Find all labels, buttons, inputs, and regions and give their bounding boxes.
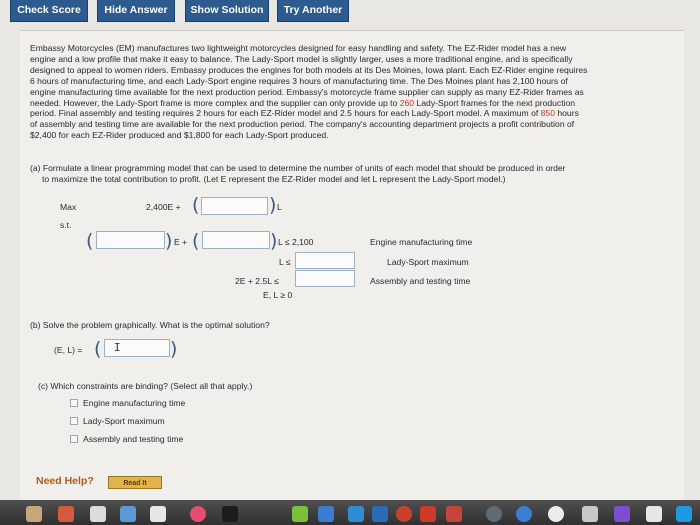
open-paren: ( — [86, 230, 94, 252]
close-paren: ) — [165, 230, 173, 252]
ladysport-rhs-input[interactable] — [295, 252, 355, 269]
problem-text: hours — [554, 108, 579, 119]
question-line: to maximize the total contribution to profit. (Let E represent the EZ-Rider model and let L represent the Lady-Sport model.) — [42, 173, 506, 184]
app-icon[interactable] — [150, 506, 166, 522]
problem-line: $2,400 for each EZ-Rider produced and $1,800 for each Lady-Sport produced. — [30, 130, 329, 141]
problem-text: Lady-Sport frames for the next production — [414, 97, 576, 108]
assembly-rhs-input[interactable] — [295, 270, 355, 287]
notes-icon[interactable] — [90, 506, 106, 522]
app-icon[interactable] — [614, 506, 630, 522]
ladysport-binding-option-label: Lady-Sport maximum — [83, 416, 165, 426]
e-plus-label: E + — [174, 237, 188, 247]
close-paren: ) — [269, 194, 277, 216]
engine-binding-option-label: Engine manufacturing time — [83, 398, 186, 408]
notification-badge-icon[interactable] — [396, 506, 412, 522]
chart-app-icon[interactable] — [292, 506, 308, 522]
ladysport-binding-checkbox[interactable] — [70, 417, 78, 425]
problem-text: period. Final assembly and testing requires 2 hours for each EZ-Rider model and 2.5 hours for each Lady-Sport model. A maximum of — [30, 108, 541, 119]
assembly-constraint-label: Assembly and testing time — [370, 276, 471, 286]
text-cursor-icon: I — [114, 341, 121, 354]
max-label: Max — [60, 202, 77, 212]
close-paren: ) — [270, 230, 278, 252]
problem-line: engine and a low profile that make it easy to balance. The Lady-Sport model is slightly larger, uses a more traditional engine, and is specifically — [30, 53, 573, 64]
optimal-solution-input[interactable] — [104, 339, 170, 357]
try-another-button[interactable]: Try Another — [277, 0, 349, 22]
ladysport-constraint-label: Lady-Sport maximum — [387, 257, 469, 267]
open-paren: ( — [94, 338, 102, 360]
objective-l-coefficient-input[interactable] — [201, 197, 268, 215]
app-icon[interactable] — [446, 506, 462, 522]
macos-dock — [0, 500, 700, 525]
part-b-question: (b) Solve the problem graphically. What is the optimal solution? — [30, 320, 270, 330]
calendar-date-icon[interactable] — [58, 506, 74, 522]
app-icon[interactable] — [548, 506, 564, 522]
safari-icon[interactable] — [516, 506, 532, 522]
variable-l: L — [277, 202, 282, 212]
engine-constraint-label: Engine manufacturing time — [370, 237, 473, 247]
hide-answer-button[interactable]: Hide Answer — [97, 0, 175, 22]
engine-constraint-rhs: L ≤ 2,100 — [278, 237, 314, 247]
word-icon[interactable] — [372, 506, 388, 522]
problem-line — [30, 108, 674, 119]
engine-l-coefficient-input[interactable] — [202, 231, 270, 249]
close-paren: ) — [170, 338, 178, 360]
st-label: s.t. — [60, 220, 72, 230]
frame-limit-value: 260 — [399, 97, 415, 108]
app-icon[interactable] — [676, 506, 692, 522]
app-icon[interactable] — [120, 506, 136, 522]
check-score-button[interactable]: Check Score — [10, 0, 88, 22]
nonnegativity-constraint: E, L ≥ 0 — [263, 290, 293, 300]
read-it-button[interactable]: Read It — [108, 476, 162, 489]
powerpoint-icon[interactable] — [420, 506, 436, 522]
photos-icon[interactable] — [190, 506, 206, 522]
settings-icon[interactable] — [486, 506, 502, 522]
problem-line: of assembly and testing time are available for the next production period. The company's accounting department projects a profit contribution of — [30, 119, 575, 130]
need-help-label: Need Help? — [36, 475, 94, 487]
assembly-constraint-lhs: 2E + 2.5L ≤ — [235, 276, 279, 286]
app-store-icon[interactable] — [348, 506, 364, 522]
engine-binding-checkbox[interactable] — [70, 399, 78, 407]
open-paren: ( — [192, 230, 200, 252]
finder-icon[interactable] — [582, 506, 598, 522]
objective-expression: 2,400E + — [146, 202, 181, 212]
keynote-icon[interactable] — [318, 506, 334, 522]
ladysport-constraint-lhs: L ≤ — [279, 257, 291, 267]
question-line: (a) Formulate a linear programming model that can be used to determine the number of units of each model that should be produced in order — [30, 163, 566, 173]
assembly-hours-value: 850 — [540, 108, 555, 119]
show-solution-button[interactable]: Show Solution — [185, 0, 269, 22]
problem-line: designed to appeal to women riders. Embassy produces the engines for both models at its Des Moines, Iowa plant. Each EZ-Rider engine requires — [30, 64, 588, 75]
el-label: (E, L) = — [54, 345, 83, 355]
app-icon[interactable] — [646, 506, 662, 522]
open-paren: ( — [192, 194, 200, 216]
assembly-binding-option-label: Assembly and testing time — [83, 434, 184, 444]
problem-line: Embassy Motorcycles (EM) manufactures two lightweight motorcycles designed for easy handling and safety. The EZ-Rider model has a new — [30, 43, 567, 53]
problem-statement — [30, 43, 674, 141]
engine-e-coefficient-input[interactable] — [96, 231, 165, 249]
tv-icon[interactable] — [222, 506, 238, 522]
question-panel — [20, 30, 684, 500]
problem-line: engine manufacturing time available for the next production period. Embassy's motorcycle frame supplier can supply as many EZ-Rider frames as — [30, 86, 584, 97]
part-a-question — [30, 163, 674, 185]
calendar-app-icon[interactable] — [26, 506, 42, 522]
problem-line: 6 hours of manufacturing time, and each Lady-Sport engine requires 3 hours of manufacturing time. The Des Moines plant has 2,100 hours of — [30, 75, 568, 86]
problem-line — [30, 98, 674, 109]
assembly-binding-checkbox[interactable] — [70, 435, 78, 443]
problem-text: needed. However, the Lady-Sport frame is more complex and the supplier can only provide up to — [30, 97, 400, 108]
part-c-question: (c) Which constraints are binding? (Select all that apply.) — [38, 381, 253, 391]
